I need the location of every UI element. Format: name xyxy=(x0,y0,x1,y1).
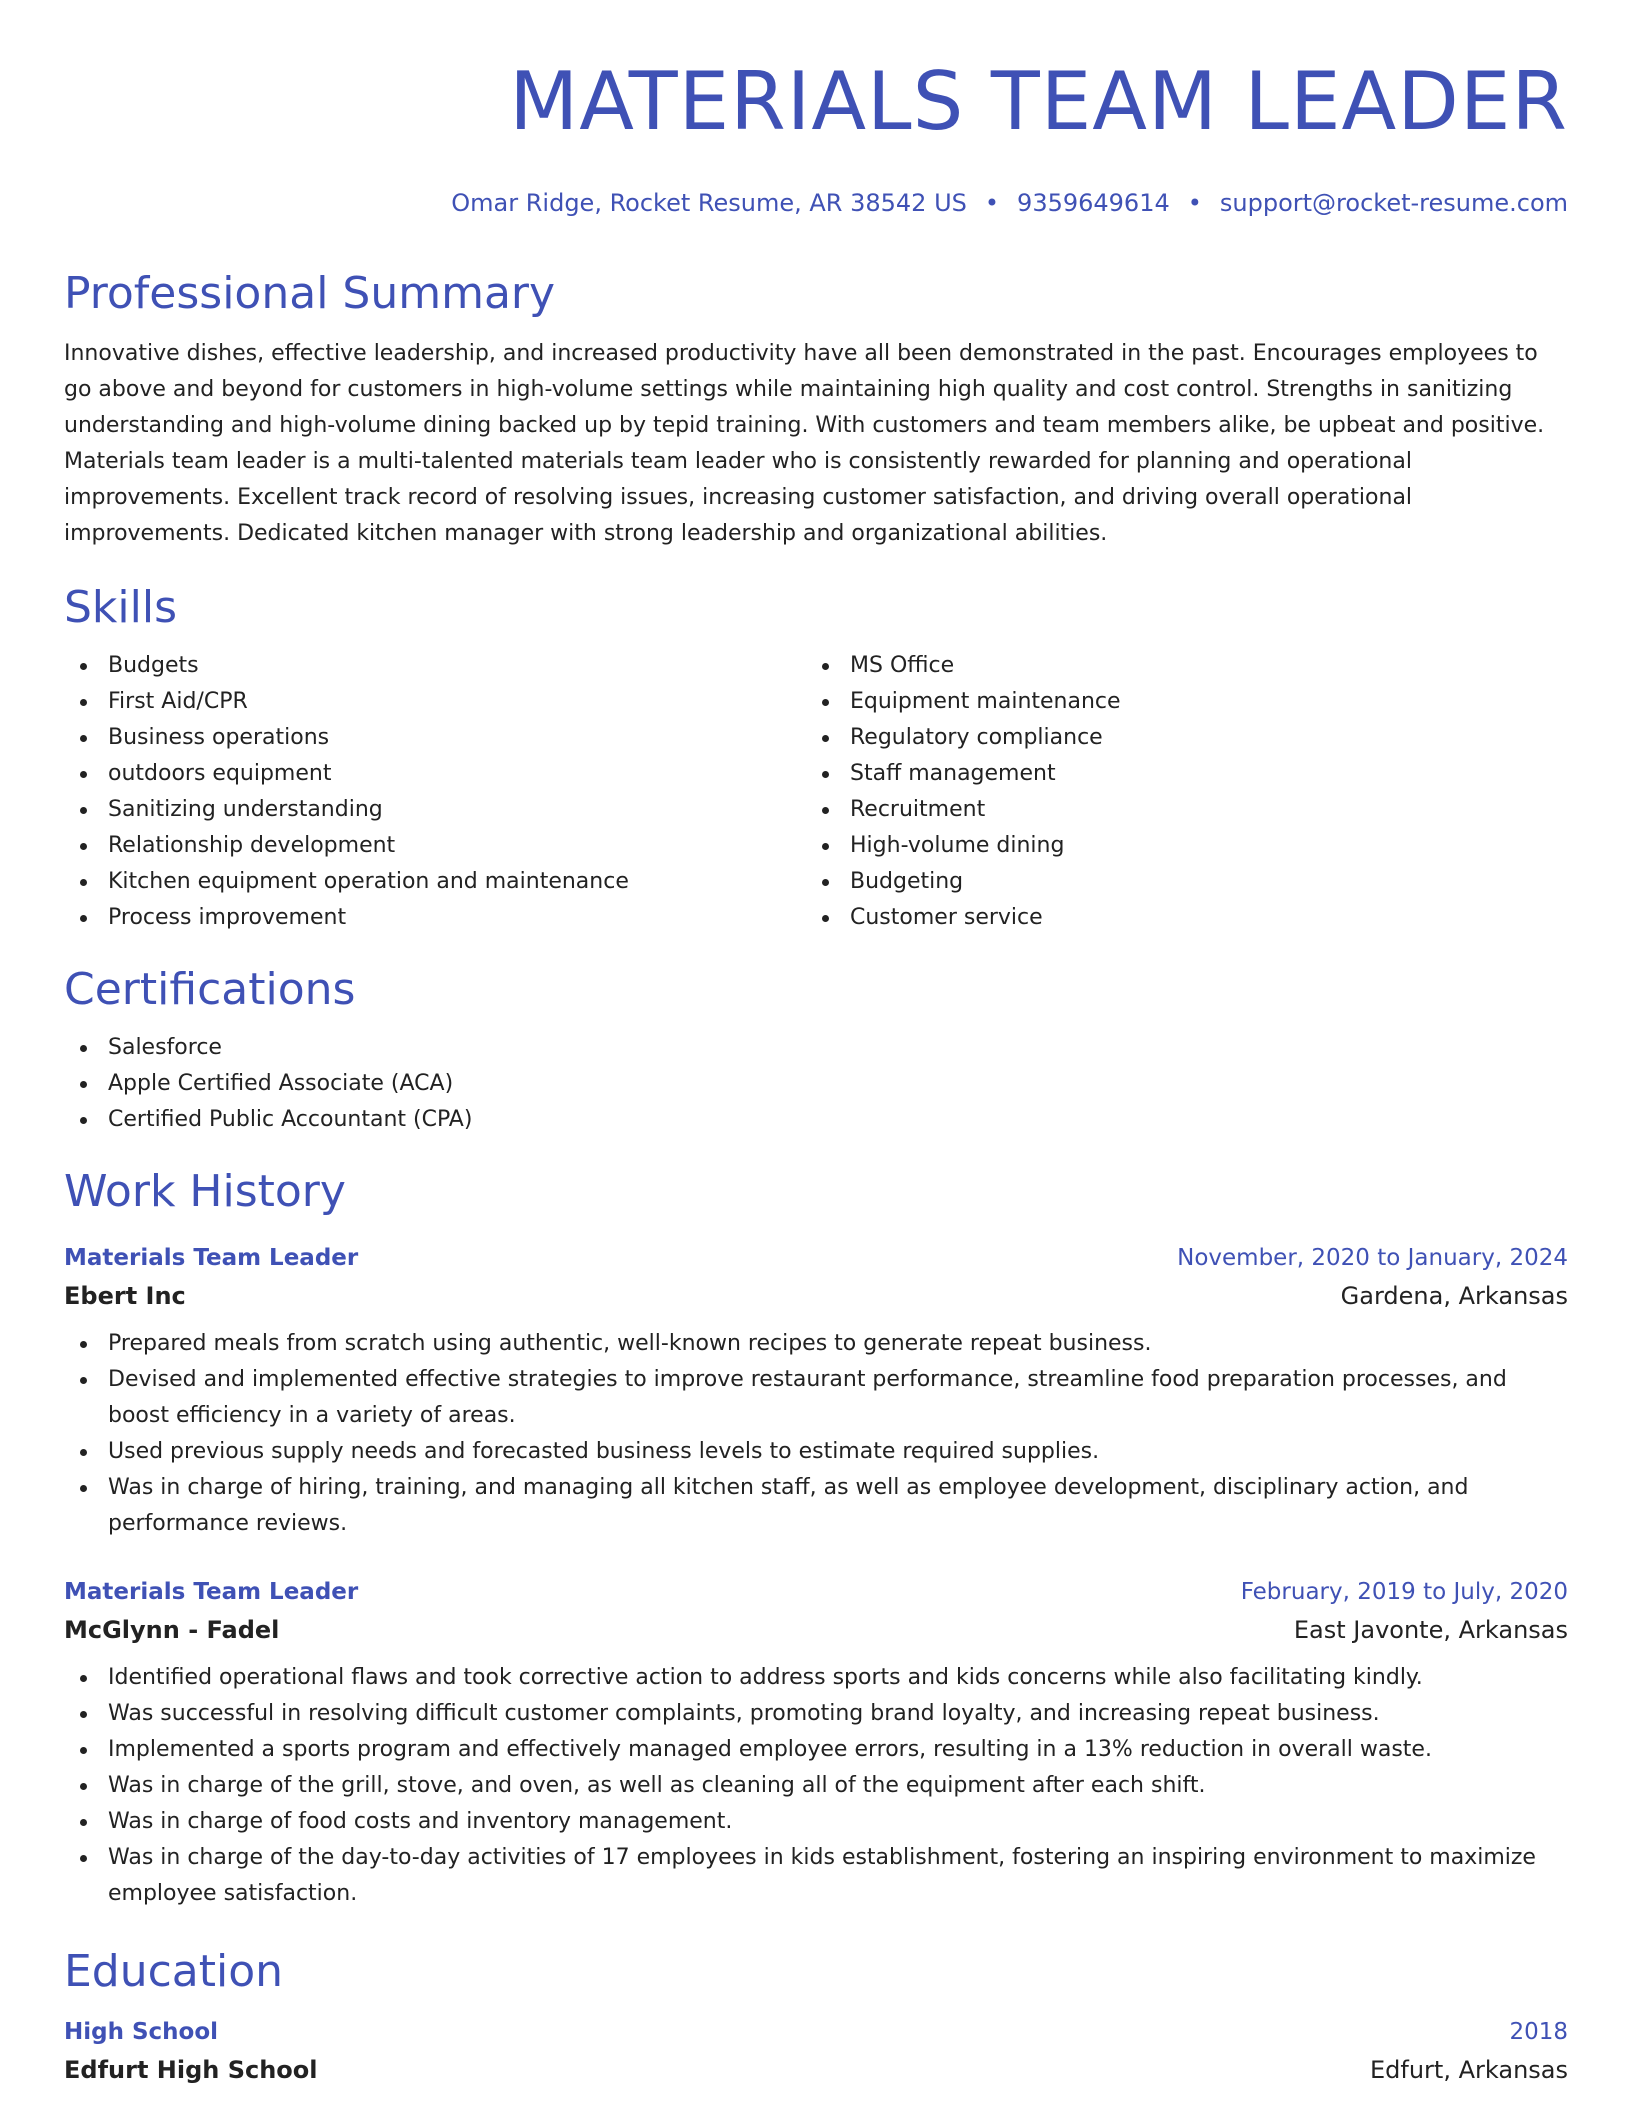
education-heading: Education xyxy=(64,1946,284,1997)
skill-item: Equipment maintenance xyxy=(850,684,1548,720)
skill-item: Budgets xyxy=(108,648,806,684)
job-dates: February, 2019 to July, 2020 xyxy=(1240,1579,1568,1605)
job-bullet: Was in charge of the day-to-day activities of 17 employees in kids establishment, fostering an inspiring environment to maximize employee satisfaction. xyxy=(108,1840,1568,1912)
certifications-list xyxy=(64,1030,1568,1138)
skills-left-column xyxy=(64,648,806,936)
job-company: McGlynn - Fadel xyxy=(64,1616,280,1644)
education-year: 2018 xyxy=(1509,2019,1568,2045)
certification-item: Salesforce xyxy=(108,1030,1568,1066)
work-history-heading: Work History xyxy=(64,1166,346,1217)
job-bullets xyxy=(64,1326,1568,1542)
skill-item: Sanitizing understanding xyxy=(108,792,806,828)
skill-item: Staff management xyxy=(850,756,1548,792)
summary-heading: Professional Summary xyxy=(64,268,556,319)
separator-dot: • xyxy=(1187,189,1202,217)
job-bullets xyxy=(64,1660,1568,1912)
separator-dot: • xyxy=(984,189,1000,217)
skill-item: High-volume dining xyxy=(850,828,1548,864)
skills-heading: Skills xyxy=(64,582,178,633)
job-bullet: Prepared meals from scratch using authentic, well-known recipes to generate repeat business. xyxy=(108,1326,1568,1362)
job-bullet: Was in charge of the grill, stove, and oven, as well as cleaning all of the equipment after each shift. xyxy=(108,1768,1568,1804)
skill-item: Kitchen equipment operation and maintenance xyxy=(108,864,806,900)
contact-line xyxy=(64,188,1568,218)
phone-text: 9359649614 xyxy=(1017,189,1170,217)
job-bullet: Was in charge of food costs and inventory management. xyxy=(108,1804,1568,1840)
skills-right-column xyxy=(806,648,1548,936)
job-bullet: Was in charge of hiring, training, and managing all kitchen staff, as well as employee development, disciplinary action, and performance reviews. xyxy=(108,1470,1568,1542)
education-school: Edfurt High School xyxy=(64,2056,318,2084)
skill-item: Budgeting xyxy=(850,864,1548,900)
skill-item: Regulatory compliance xyxy=(850,720,1548,756)
job-bullet: Identified operational flaws and took corrective action to address sports and kids concerns while also facilitating kindly. xyxy=(108,1660,1568,1696)
job-role: Materials Team Leader xyxy=(64,1245,359,1271)
resume-title: MATERIALS TEAM LEADER xyxy=(509,55,1568,148)
job-dates: November, 2020 to January, 2024 xyxy=(1177,1245,1568,1271)
certification-item: Certified Public Accountant (CPA) xyxy=(108,1102,1568,1138)
skill-item: Customer service xyxy=(850,900,1548,936)
skill-item: First Aid/CPR xyxy=(108,684,806,720)
certifications-heading: Certifications xyxy=(64,964,356,1015)
skill-item: Process improvement xyxy=(108,900,806,936)
email-link[interactable]: support@rocket-resume.com xyxy=(1219,189,1568,217)
address-text: Omar Ridge, Rocket Resume, AR 38542 US xyxy=(451,189,967,217)
education-location: Edfurt, Arkansas xyxy=(1370,2056,1568,2084)
skills-columns xyxy=(64,648,1568,936)
skill-item: Relationship development xyxy=(108,828,806,864)
job-entry xyxy=(64,1576,1568,1912)
summary-text: Innovative dishes, effective leadership, and increased productivity have all been demonstrated in the past. Encourages employees to go above and beyond for customers in high-volume settings while maintaining high quality and cost control. Strengths in sanitizing understanding and high-volume dining backed up by tepid training. With customers and team members alike, be upbeat and positive. Materials team leader is a multi-talented materials team leader who is consistently rewarded for planning and operational improvements. Excellent track record of resolving issues, increasing customer satisfaction, and driving overall operational improvements. Dedicated kitchen manager with strong leadership and organizational abilities. xyxy=(64,341,1545,546)
job-location: Gardena, Arkansas xyxy=(1340,1282,1568,1310)
job-location: East Javonte, Arkansas xyxy=(1293,1616,1568,1644)
education-entry xyxy=(64,2016,1568,2088)
education-degree: High School xyxy=(64,2019,219,2045)
job-company: Ebert Inc xyxy=(64,1282,186,1310)
job-entry xyxy=(64,1242,1568,1542)
skill-item: Recruitment xyxy=(850,792,1548,828)
job-role: Materials Team Leader xyxy=(64,1579,359,1605)
job-bullet: Devised and implemented effective strategies to improve restaurant performance, streamline food preparation processes, and boost efficiency in a variety of areas. xyxy=(108,1362,1568,1434)
skill-item: MS Office xyxy=(850,648,1548,684)
skill-item: Business operations xyxy=(108,720,806,756)
job-bullet: Used previous supply needs and forecasted business levels to estimate required supplies. xyxy=(108,1434,1568,1470)
skill-item: outdoors equipment xyxy=(108,756,806,792)
job-bullet: Implemented a sports program and effectively managed employee errors, resulting in a 13% reduction in overall waste. xyxy=(108,1732,1568,1768)
certification-item: Apple Certified Associate (ACA) xyxy=(108,1066,1568,1102)
job-bullet: Was successful in resolving difficult customer complaints, promoting brand loyalty, and increasing repeat business. xyxy=(108,1696,1568,1732)
